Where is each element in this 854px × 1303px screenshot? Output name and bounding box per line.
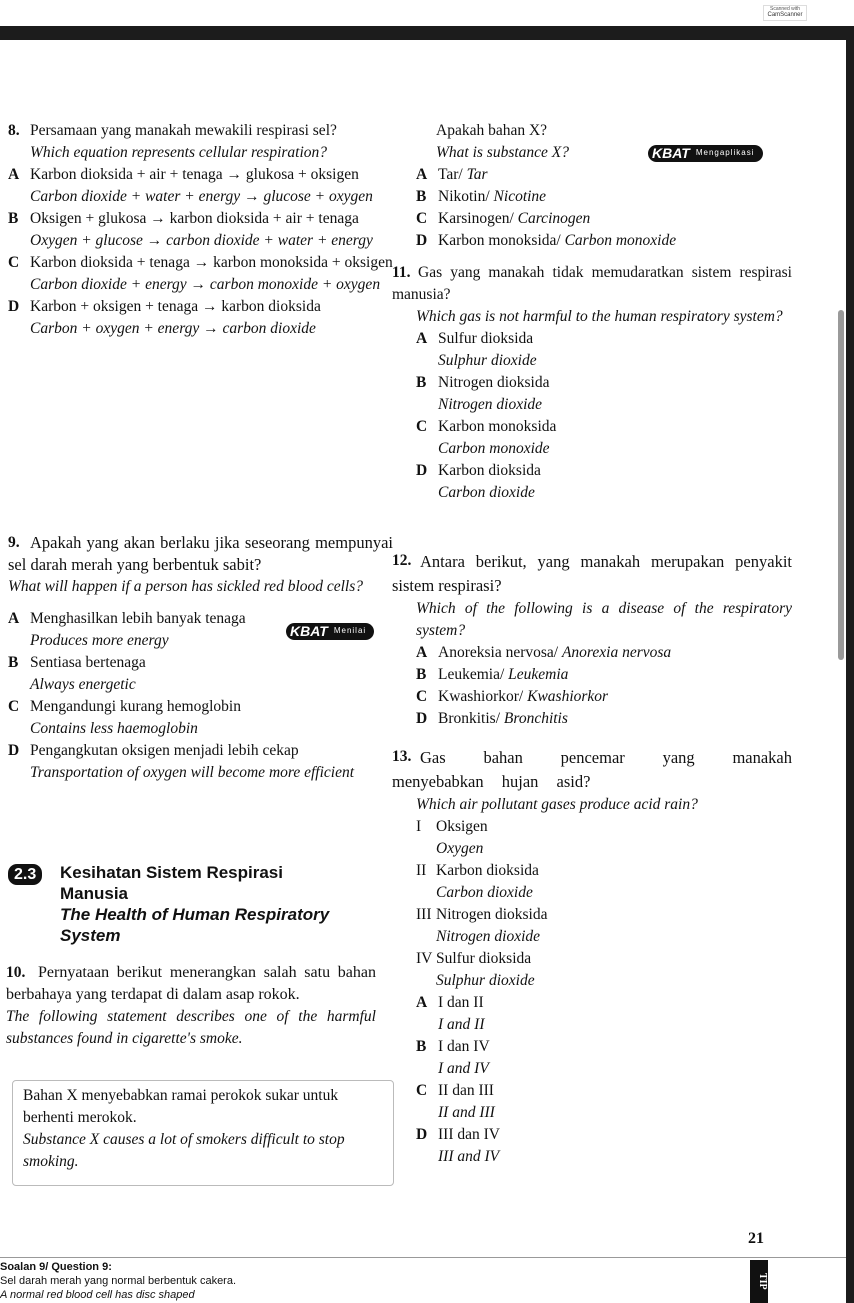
option-text-en: Carbon monoxide	[564, 232, 677, 249]
scan-top-margin	[0, 0, 854, 26]
option-b[interactable]	[416, 1036, 792, 1080]
section-number: 2.3	[8, 864, 42, 885]
option-text-en: Carbon + oxygen + energy → carbon dioxide	[30, 320, 316, 337]
statement-numeral: II	[416, 862, 427, 879]
statement-ii	[416, 860, 792, 904]
statement-text-en: Nitrogen dioxide	[436, 928, 541, 945]
question-10-continued	[416, 120, 796, 252]
option-letter: D	[8, 298, 20, 315]
option-text-en: Carbon dioxide + water + energy → glucose + oxygen	[30, 188, 373, 205]
camscanner-badge	[763, 5, 807, 21]
option-a[interactable]	[416, 328, 792, 372]
option-text: Nitrogen dioksida	[438, 374, 550, 391]
page-number: 21	[748, 1230, 764, 1247]
kbat-label: KBAT	[652, 145, 690, 162]
option-text: Karbon + oksigen + tenaga → karbon dioksida	[30, 298, 321, 315]
option-text: Pengangkutan oksigen menjadi lebih cekap	[30, 742, 299, 759]
option-letter: B	[8, 654, 19, 671]
option-text-en: Produces more energy	[30, 632, 169, 649]
option-letter: C	[416, 418, 428, 435]
dark-right-edge	[846, 26, 854, 1303]
option-text: Nikotin/	[438, 188, 494, 205]
question-9	[8, 532, 393, 784]
option-a[interactable]	[416, 164, 796, 186]
option-letter: D	[416, 232, 428, 249]
question-10	[6, 962, 376, 1050]
question-number: 8.	[8, 122, 20, 139]
question-text: Apakah bahan X?	[436, 122, 548, 139]
option-c[interactable]	[416, 686, 792, 708]
option-text-en: Carbon dioxide	[438, 484, 535, 501]
section-title-en: The Health of Human Respiratory System	[60, 905, 330, 945]
option-b[interactable]	[8, 652, 393, 696]
option-letter: B	[8, 210, 19, 227]
option-d[interactable]	[416, 1124, 792, 1168]
option-text-en: Tar	[466, 166, 488, 183]
kbat-level: Menilai	[333, 626, 367, 636]
option-text: I dan IV	[438, 1038, 490, 1055]
statement-text: Sulfur dioksida	[436, 950, 532, 967]
option-letter: B	[416, 188, 427, 205]
option-letter: C	[416, 688, 428, 705]
option-text: Karsinogen/	[438, 210, 518, 227]
question-text: Antara berikut, yang manakah merupakan penyakit sistem respirasi?	[392, 552, 792, 595]
kbat-badge	[648, 145, 763, 162]
option-d[interactable]	[416, 460, 792, 504]
option-b[interactable]	[416, 664, 792, 686]
statement-text-en: Oxygen	[436, 840, 484, 857]
option-text: Anoreksia nervosa/	[438, 644, 562, 661]
kbat-label: KBAT	[290, 623, 328, 640]
statement-text: Karbon dioksida	[436, 862, 539, 879]
option-text-en: Nitrogen dioxide	[438, 396, 543, 413]
statement-text-en: Carbon dioxide	[436, 884, 533, 901]
statement-numeral: III	[416, 906, 432, 923]
option-text-en: Kwashiorkor	[527, 688, 609, 705]
option-letter: C	[8, 698, 20, 715]
option-c[interactable]	[416, 208, 796, 230]
option-text: Menghasilkan lebih banyak tenaga	[30, 610, 246, 627]
option-text-en: Carcinogen	[517, 210, 591, 227]
question-text: Gas yang manakah tidak memudaratkan sistem respirasi manusia?	[392, 264, 792, 303]
statement-text: Bahan X menyebabkan ramai perokok sukar untuk berhenti merokok.	[23, 1087, 339, 1126]
option-text: Karbon monoksida/	[438, 232, 565, 249]
option-text: Karbon dioksida	[438, 462, 541, 479]
option-text-en: Carbon monoxide	[438, 440, 550, 457]
option-letter: C	[8, 254, 20, 271]
option-letter: B	[416, 1038, 427, 1055]
option-c[interactable]	[416, 416, 792, 460]
option-text-en: Leukemia	[508, 666, 569, 683]
dark-band	[0, 26, 854, 40]
option-letter: C	[416, 210, 428, 227]
option-text: Karbon monoksida	[438, 418, 557, 435]
option-c[interactable]	[8, 252, 393, 296]
statement-i	[416, 816, 792, 860]
question-text-en: The following statement describes one of the harmful substances found in cigarette's smoke.	[6, 1008, 376, 1047]
question-text-en: Which air pollutant gases produce acid rain?	[416, 796, 698, 813]
option-text-en: Always energetic	[30, 676, 136, 693]
option-text: III dan IV	[438, 1126, 500, 1143]
option-letter: D	[416, 710, 428, 727]
footer-divider	[0, 1257, 846, 1258]
footer-line-1: Sel darah merah yang normal berbentuk cakera.	[0, 1275, 237, 1287]
scrollbar[interactable]	[838, 310, 844, 660]
option-text: Karbon dioksida + air + tenaga → glukosa + oksigen	[30, 166, 359, 183]
option-text-en: Carbon dioxide + energy → carbon monoxide + oxygen	[30, 276, 381, 293]
question-text: Gas bahan pencemar yang manakah menyebabkan hujan asid?	[392, 748, 792, 791]
option-letter: D	[8, 742, 20, 759]
option-text: Mengandungi kurang hemoglobin	[30, 698, 241, 715]
question-12	[392, 550, 792, 730]
option-letter: A	[416, 166, 428, 183]
question-number: 11.	[392, 264, 411, 281]
statement-text: Nitrogen dioksida	[436, 906, 548, 923]
option-text-en: II and III	[438, 1104, 495, 1121]
option-a[interactable]	[416, 642, 792, 664]
tip-tab: TIP	[750, 1260, 768, 1303]
option-text-en: Nicotine	[493, 188, 547, 205]
option-c[interactable]	[416, 1080, 792, 1124]
question-text-en: What is substance X?	[436, 144, 570, 161]
question-text-en: What will happen if a person has sickled red blood cells?	[8, 578, 364, 595]
statement-iii	[416, 904, 792, 948]
question-number: 9.	[8, 534, 20, 551]
section-heading	[8, 862, 360, 946]
option-letter: A	[8, 610, 20, 627]
statement-box	[12, 1080, 394, 1186]
scanner-badge-line2: CamScanner	[767, 12, 803, 18]
option-letter: A	[8, 166, 20, 183]
statement-numeral: I	[416, 818, 422, 835]
question-text-en: Which of the following is a disease of the respiratory system?	[416, 600, 792, 639]
option-text-en: Transportation of oxygen will become more efficient	[30, 764, 355, 781]
footer-tip	[0, 1260, 236, 1302]
option-b[interactable]	[416, 372, 792, 416]
option-text: II dan III	[438, 1082, 494, 1099]
option-d[interactable]	[8, 296, 393, 340]
option-letter: D	[416, 462, 428, 479]
option-text: Tar/	[438, 166, 467, 183]
option-text-en: III and IV	[438, 1148, 500, 1165]
question-text-en: Which equation represents cellular respiration?	[30, 144, 328, 161]
statement-text: Oksigen	[436, 818, 488, 835]
kbat-badge	[286, 623, 374, 640]
option-d[interactable]	[416, 230, 796, 252]
option-text-en: Anorexia nervosa	[561, 644, 672, 661]
option-text: Kwashiorkor/	[438, 688, 528, 705]
section-title: Kesihatan Sistem Respirasi Manusia	[60, 863, 283, 903]
option-text: Oksigen + glukosa → karbon dioksida + air + tenaga	[30, 210, 359, 227]
statement-text-en: Sulphur dioxide	[436, 972, 535, 989]
option-b[interactable]	[416, 186, 796, 208]
option-a[interactable]	[416, 992, 792, 1036]
statement-iv	[416, 948, 792, 992]
option-a[interactable]	[8, 164, 393, 208]
option-d[interactable]	[8, 740, 393, 784]
question-text-en: Which gas is not harmful to the human respiratory system?	[416, 308, 783, 325]
question-11	[392, 262, 792, 504]
option-letter: A	[416, 994, 428, 1011]
question-text: Pernyataan berikut menerangkan salah satu bahan berbahaya yang terdapat di dalam asap rokok.	[6, 964, 376, 1003]
statement-numeral: IV	[416, 950, 433, 967]
option-letter: A	[416, 330, 428, 347]
footer-heading: Soalan 9/ Question 9:	[0, 1261, 112, 1273]
option-text-en: Sulphur dioxide	[438, 352, 537, 369]
question-8	[8, 120, 393, 340]
question-number: 12.	[392, 552, 412, 569]
question-text: Persamaan yang manakah mewakili respirasi sel?	[30, 122, 337, 139]
option-letter: B	[416, 666, 427, 683]
statement-text-en: Substance X causes a lot of smokers difficult to stop smoking.	[23, 1131, 345, 1170]
option-text-en: Oxygen + glucose → carbon dioxide + water + energy	[30, 232, 373, 249]
option-text-en: I and II	[438, 1016, 485, 1033]
option-letter: A	[416, 644, 428, 661]
option-text-en: Contains less haemoglobin	[30, 720, 198, 737]
option-text: Karbon dioksida + tenaga → karbon monoksida + oksigen	[30, 254, 393, 271]
option-text: Bronkitis/	[438, 710, 504, 727]
option-text-en: I and IV	[438, 1060, 489, 1077]
scanner-badge-line1: Scanned with	[769, 6, 801, 12]
option-text-en: Bronchitis	[503, 710, 568, 727]
option-text: Sentiasa bertenaga	[30, 654, 146, 671]
option-letter: B	[416, 374, 427, 391]
option-d[interactable]	[416, 708, 792, 730]
question-13	[392, 746, 792, 1168]
option-text: Leukemia/	[438, 666, 509, 683]
option-letter: D	[416, 1126, 428, 1143]
option-b[interactable]	[8, 208, 393, 252]
question-text: Apakah yang akan berlaku jika seseorang mempunyai sel darah merah yang berbentuk sabit?	[8, 533, 393, 574]
option-c[interactable]	[8, 696, 393, 740]
footer-line-2: A normal red blood cell has disc shaped	[0, 1289, 195, 1301]
question-number: 13.	[392, 748, 412, 765]
option-text: Sulfur dioksida	[438, 330, 534, 347]
option-text: I dan II	[438, 994, 484, 1011]
option-letter: C	[416, 1082, 428, 1099]
kbat-level: Mengaplikasi	[695, 148, 755, 158]
question-number: 10.	[6, 964, 26, 981]
